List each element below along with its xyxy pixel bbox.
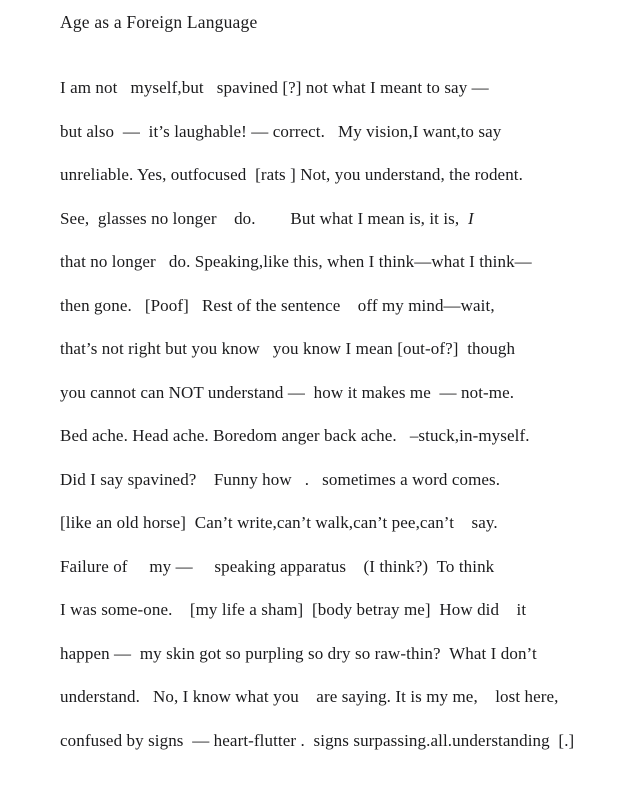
- poem-line-text: that no longer do. Speaking,like this, when I think—what I think—: [60, 252, 532, 271]
- poem-line: [60, 414, 612, 458]
- poem-line-text: you cannot can NOT understand — how it makes me — not-me.: [60, 382, 515, 402]
- poem-line-text: unreliable. Yes, outfocused [rats ] Not, you understand, the rodent.: [60, 165, 523, 184]
- poem-line: [60, 501, 612, 545]
- poem-line: [60, 197, 612, 241]
- poem-line: [60, 284, 612, 328]
- poem-line-text: but also — it’s laughable! — correct. My vision,I want,to say: [60, 121, 502, 141]
- poem-line-text: See, glasses no longer do. But what I mean is, it is,: [60, 208, 468, 228]
- poem-line: [60, 153, 612, 197]
- poem-line-text: understand. No, I know what you are saying. It is my me, lost here,: [60, 687, 559, 706]
- poem-line: [60, 240, 612, 284]
- poem-line-text: [like an old horse] Can’t write,can’t walk,can’t pee,can’t say.: [60, 513, 498, 532]
- poem-line: [60, 327, 612, 371]
- poem-line-text: confused by signs — heart-flutter . signs surpassing.all.understanding [.]: [60, 730, 575, 750]
- poem-line-text: Did I say spavined? Funny how . sometimes a word comes.: [60, 469, 501, 489]
- poem-line: [60, 588, 612, 632]
- poem-line: [60, 632, 612, 676]
- poem-line-text: then gone. [Poof] Rest of the sentence off my mind—wait,: [60, 295, 495, 315]
- poem-line: [60, 719, 612, 763]
- poem-line: [60, 66, 612, 110]
- poem-line: [60, 545, 612, 589]
- poem-line-text: that’s not right but you know you know I mean [out-of?] though: [60, 339, 516, 358]
- poem-line-text: I was some-one. [my life a sham] [body betray me] How did it: [60, 600, 527, 619]
- poem-body: [60, 66, 612, 762]
- poem-line: [60, 458, 612, 502]
- poem-line-text: I am not myself,but spavined [?] not what I meant to say —: [60, 78, 489, 97]
- poem-line: [60, 675, 612, 719]
- poem-line-text: Bed ache. Head ache. Boredom anger back ache. –stuck,in-myself.: [60, 426, 530, 445]
- poem-line-text: Failure of my — speaking apparatus (I think?) To think: [60, 556, 495, 576]
- poem-line-italic-word: I: [467, 208, 474, 228]
- poem-title: Age as a Foreign Language: [60, 12, 258, 32]
- poem-line-text: happen — my skin got so purpling so dry so raw-thin? What I don’t: [60, 643, 537, 663]
- poem-line: [60, 371, 612, 415]
- poem-line: [60, 110, 612, 154]
